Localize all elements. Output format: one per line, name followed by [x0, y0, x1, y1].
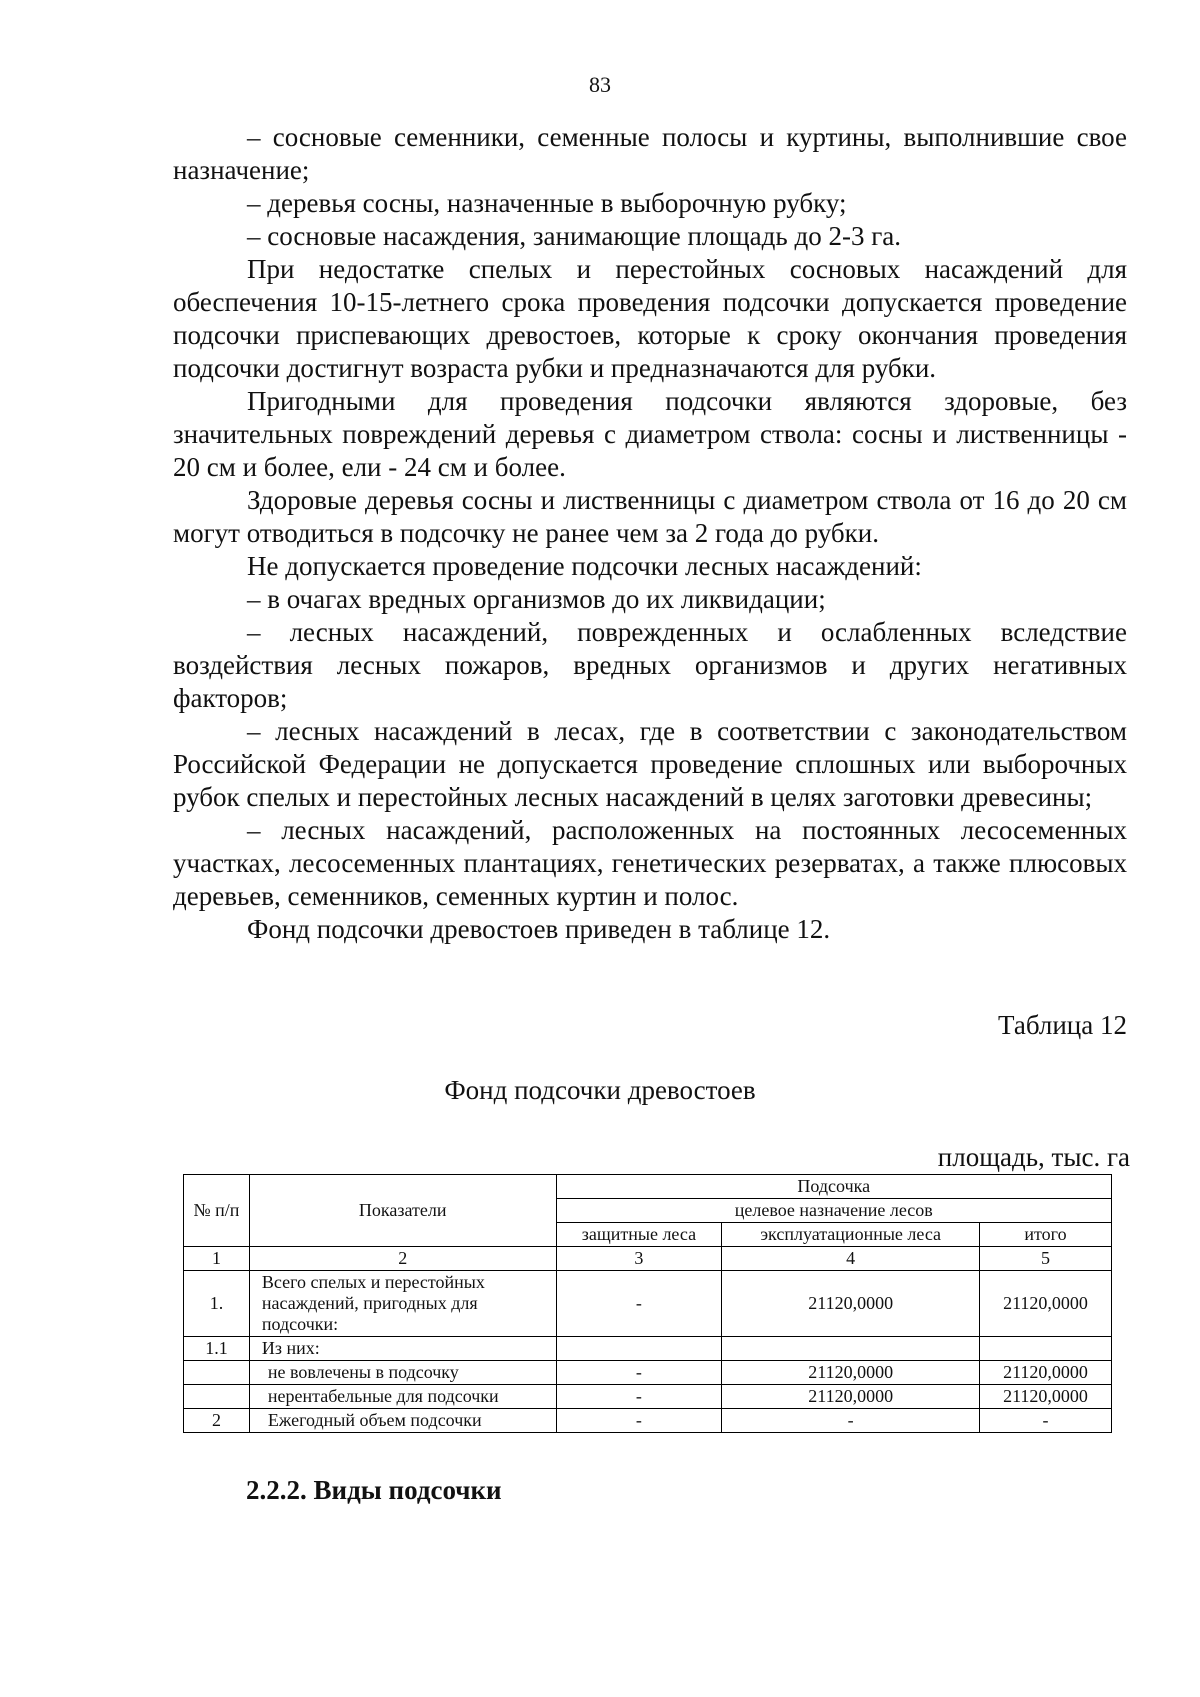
header-num: № п/п	[184, 1175, 250, 1247]
row-protective: -	[556, 1361, 722, 1385]
paragraph: – деревья сосны, назначенные в выборочную рубку;	[247, 188, 847, 218]
table-row	[184, 1361, 1112, 1385]
paragraph: – в очагах вредных организмов до их ликвидации;	[247, 584, 826, 614]
paragraph: Не допускается проведение подсочки лесных насаждений:	[247, 551, 922, 581]
paragraph: Пригодными для проведения подсочки являются здоровые, без значительных повреждений деревья с диаметром ствола: сосны и лиственницы - 20 см и более, ели - 24 см и более.	[173, 386, 1127, 482]
body-text	[173, 121, 1127, 946]
paragraph: При недостатке спелых и перестойных сосновых насаждений для обеспечения 10-15-летнего срока проведения подсочки допускается проведение подсочки приспевающих древостоев, которые к сроку окончания проведения подсочки достигнут возраста рубки и предназначаются для рубки.	[173, 254, 1127, 383]
table-row	[184, 1271, 1112, 1337]
header-group: Подсочка	[556, 1175, 1111, 1199]
column-number-row	[184, 1247, 1112, 1271]
row-total: 21120,0000	[980, 1361, 1112, 1385]
row-indicator: не вовлечены в подсочку	[249, 1361, 556, 1385]
row-indicator: Ежегодный объем подсочки	[249, 1409, 556, 1433]
row-num: 1.1	[184, 1337, 250, 1361]
header-exploitation: эксплуатационные леса	[722, 1223, 980, 1247]
header-total: итого	[980, 1223, 1112, 1247]
row-protective: -	[556, 1271, 722, 1337]
row-indicator: Всего спелых и перестойных насаждений, пригодных для подсочки:	[249, 1271, 556, 1337]
paragraph: – сосновые семенники, семенные полосы и куртины, выполнившие свое назначение;	[173, 122, 1127, 185]
row-exploitation: 21120,0000	[722, 1361, 980, 1385]
row-exploitation: -	[722, 1409, 980, 1433]
header-row	[184, 1175, 1112, 1199]
column-number: 4	[722, 1247, 980, 1271]
row-num	[184, 1361, 250, 1385]
table-label: Таблица 12	[998, 1010, 1127, 1040]
row-indicator: нерентабельные для подсочки	[249, 1385, 556, 1409]
row-exploitation: 21120,0000	[722, 1385, 980, 1409]
column-number: 1	[184, 1247, 250, 1271]
row-num: 2	[184, 1409, 250, 1433]
section-heading: 2.2.2. Виды подсочки	[246, 1475, 502, 1505]
column-number: 2	[249, 1247, 556, 1271]
row-exploitation: 21120,0000	[722, 1271, 980, 1337]
paragraph: Фонд подсочки древостоев приведен в таблице 12.	[247, 914, 831, 944]
column-number: 3	[556, 1247, 722, 1271]
row-total: 21120,0000	[980, 1271, 1112, 1337]
row-total: -	[980, 1409, 1112, 1433]
paragraph: – лесных насаждений, расположенных на постоянных лесосеменных участках, лесосеменных плантациях, генетических резерватах, а также плюсовых деревьев, семенников, семенных куртин и полос.	[173, 815, 1127, 911]
row-protective: -	[556, 1385, 722, 1409]
paragraph: Здоровые деревья сосны и лиственницы с диаметром ствола от 16 до 20 см могут отводиться в подсочку не ранее чем за 2 года до рубки.	[173, 485, 1127, 548]
table-units: площадь, тыс. га	[937, 1142, 1130, 1172]
column-number: 5	[980, 1247, 1112, 1271]
table-title: Фонд подсочки древостоев	[444, 1075, 756, 1105]
header-subgroup: целевое назначение лесов	[556, 1199, 1111, 1223]
header-protective: защитные леса	[556, 1223, 722, 1247]
row-exploitation	[722, 1337, 980, 1361]
tapping-fund-table	[183, 1174, 1112, 1433]
row-protective: -	[556, 1409, 722, 1433]
row-total: 21120,0000	[980, 1385, 1112, 1409]
paragraph: – лесных насаждений в лесах, где в соответствии с законодательством Российской Федерации не допускается проведение сплошных или выборочных рубок спелых и перестойных лесных насаждений в целях заготовки древесины;	[173, 716, 1127, 812]
row-num	[184, 1385, 250, 1409]
row-num: 1.	[184, 1271, 250, 1337]
header-indicator: Показатели	[249, 1175, 556, 1247]
table-row	[184, 1337, 1112, 1361]
table-row	[184, 1385, 1112, 1409]
row-indicator: Из них:	[249, 1337, 556, 1361]
paragraph: – лесных насаждений, поврежденных и ослабленных вследствие воздействия лесных пожаров, вредных организмов и других негативных факторов;	[173, 617, 1127, 713]
paragraph: – сосновые насаждения, занимающие площадь до 2-3 га.	[247, 221, 901, 251]
table-row	[184, 1409, 1112, 1433]
row-protective	[556, 1337, 722, 1361]
row-total	[980, 1337, 1112, 1361]
page-number: 83	[589, 72, 611, 97]
